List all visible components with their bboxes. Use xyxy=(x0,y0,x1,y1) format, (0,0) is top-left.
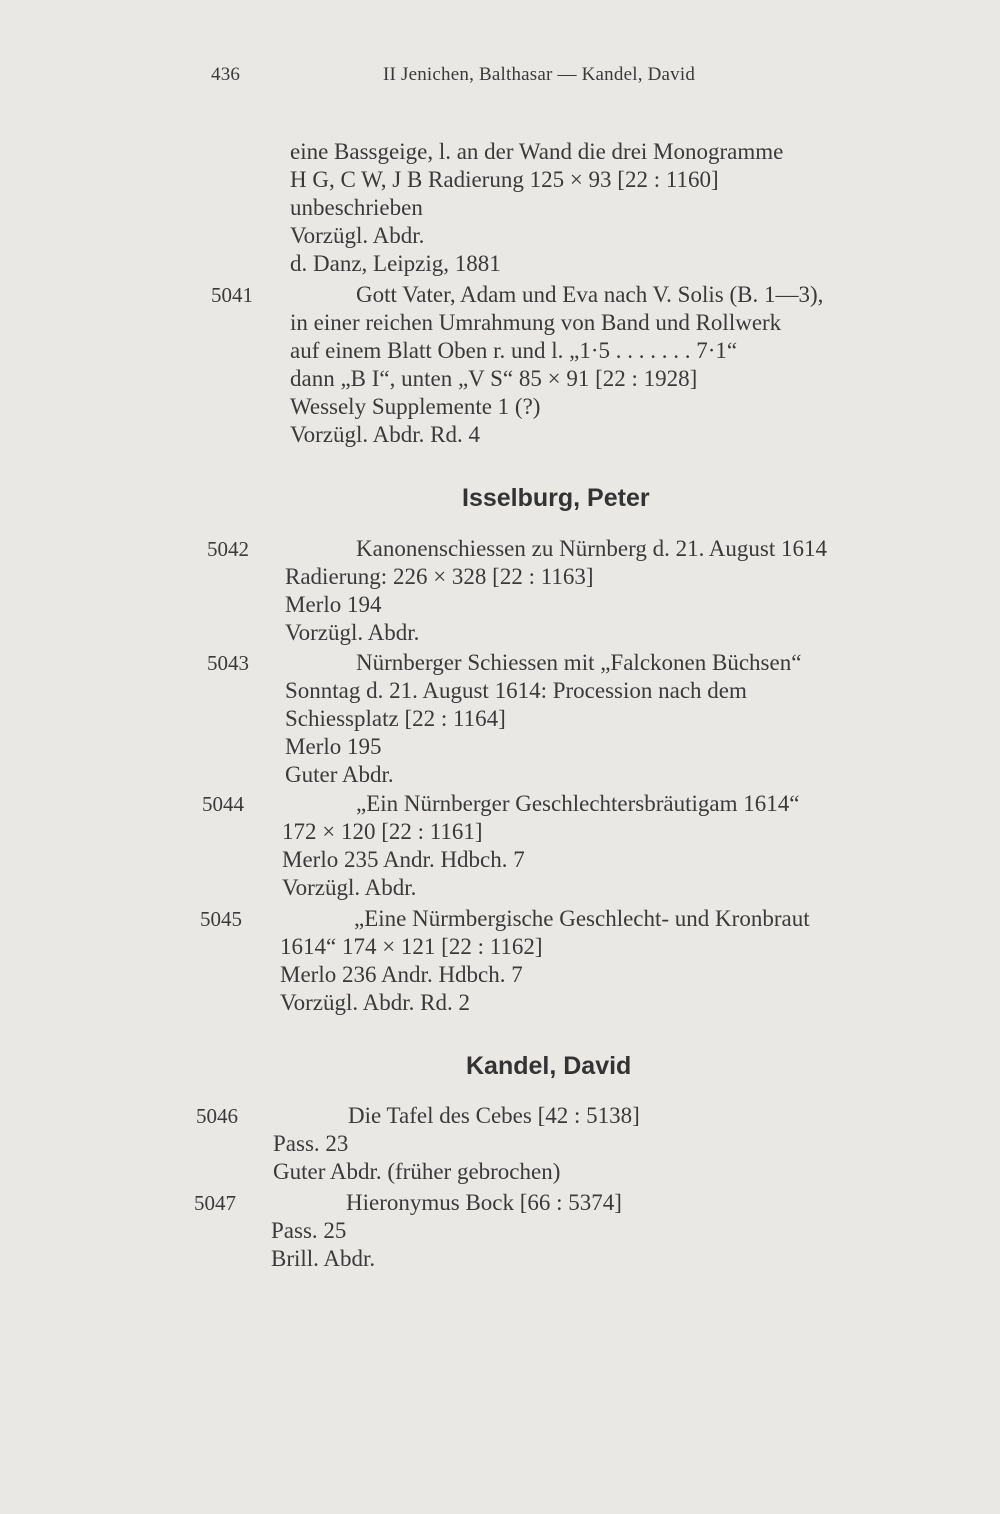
entry-line: Vorzügl. Abdr. xyxy=(285,620,420,645)
entry-number: 5042 xyxy=(207,537,249,561)
entry-line: Die Tafel des Cebes [42 : 5138] xyxy=(348,1103,640,1128)
section-title: Kandel, David xyxy=(466,1052,632,1080)
section-title: Isselburg, Peter xyxy=(462,484,650,512)
entry-line: Gott Vater, Adam und Eva nach V. Solis (B. 1—3), xyxy=(356,282,824,307)
entry-line: Merlo 194 xyxy=(285,592,382,617)
entry-line: Schiessplatz [22 : 1164] xyxy=(285,706,506,731)
entry-number: 5046 xyxy=(196,1104,238,1128)
entry-number: 5043 xyxy=(207,651,249,675)
continuation-line: H G, C W, J B Radierung 125 × 93 [22 : 1160] xyxy=(290,167,719,192)
entry-number: 5041 xyxy=(211,283,253,307)
running-title: II Jenichen, Balthasar — Kandel, David xyxy=(383,64,696,85)
entry-line: 1614“ 174 × 121 [22 : 1162] xyxy=(280,934,543,959)
entry-number: 5045 xyxy=(200,907,242,931)
entry-line: Nürnberger Schiessen mit „Falckonen Büchsen“ xyxy=(356,650,802,675)
entry-line: Vorzügl. Abdr. Rd. 4 xyxy=(290,422,480,447)
entry-line: Vorzügl. Abdr. xyxy=(282,875,417,900)
entry-line: Kanonenschiessen zu Nürnberg d. 21. August 1614 xyxy=(356,536,828,561)
entry-line: in einer reichen Umrahmung von Band und Rollwerk xyxy=(290,310,782,335)
entry-line: Brill. Abdr. xyxy=(271,1246,376,1271)
entry-line: Vorzügl. Abdr. Rd. 2 xyxy=(280,990,470,1015)
entry-line: „Eine Nürmbergische Geschlecht- und Kronbraut xyxy=(354,906,810,931)
page-number: 436 xyxy=(211,64,241,85)
entry-line: Wessely Supplemente 1 (?) xyxy=(290,394,541,419)
entry-line: Guter Abdr. xyxy=(285,762,394,787)
entry-line: Sonntag d. 21. August 1614: Procession nach dem xyxy=(285,678,747,703)
continuation-line: d. Danz, Leipzig, 1881 xyxy=(290,251,501,276)
entry-line: Merlo 235 Andr. Hdbch. 7 xyxy=(282,847,525,872)
entry-line: Pass. 23 xyxy=(273,1131,349,1156)
continuation-line: unbeschrieben xyxy=(290,195,423,220)
entry-line: Merlo 195 xyxy=(285,734,382,759)
entry-line: dann „B I“, unten „V S“ 85 × 91 [22 : 1928] xyxy=(290,366,698,391)
entry-line: Guter Abdr. (früher gebrochen) xyxy=(273,1159,561,1184)
entry-line: Merlo 236 Andr. Hdbch. 7 xyxy=(280,962,523,987)
entry-line: auf einem Blatt Oben r. und l. „1·5 . . . . . . . 7·1“ xyxy=(290,338,738,363)
entry-line: Radierung: 226 × 328 [22 : 1163] xyxy=(285,564,594,589)
entry-number: 5044 xyxy=(202,792,244,816)
continuation-line: Vorzügl. Abdr. xyxy=(290,223,425,248)
entry-line: Hieronymus Bock [66 : 5374] xyxy=(346,1190,622,1215)
entry-number: 5047 xyxy=(194,1191,236,1215)
entry-line: „Ein Nürnberger Geschlechtersbräutigam 1614“ xyxy=(356,791,800,816)
entry-line: Pass. 25 xyxy=(271,1218,347,1243)
entry-line: 172 × 120 [22 : 1161] xyxy=(282,819,483,844)
continuation-line: eine Bassgeige, l. an der Wand die drei Monogramme xyxy=(290,139,784,164)
